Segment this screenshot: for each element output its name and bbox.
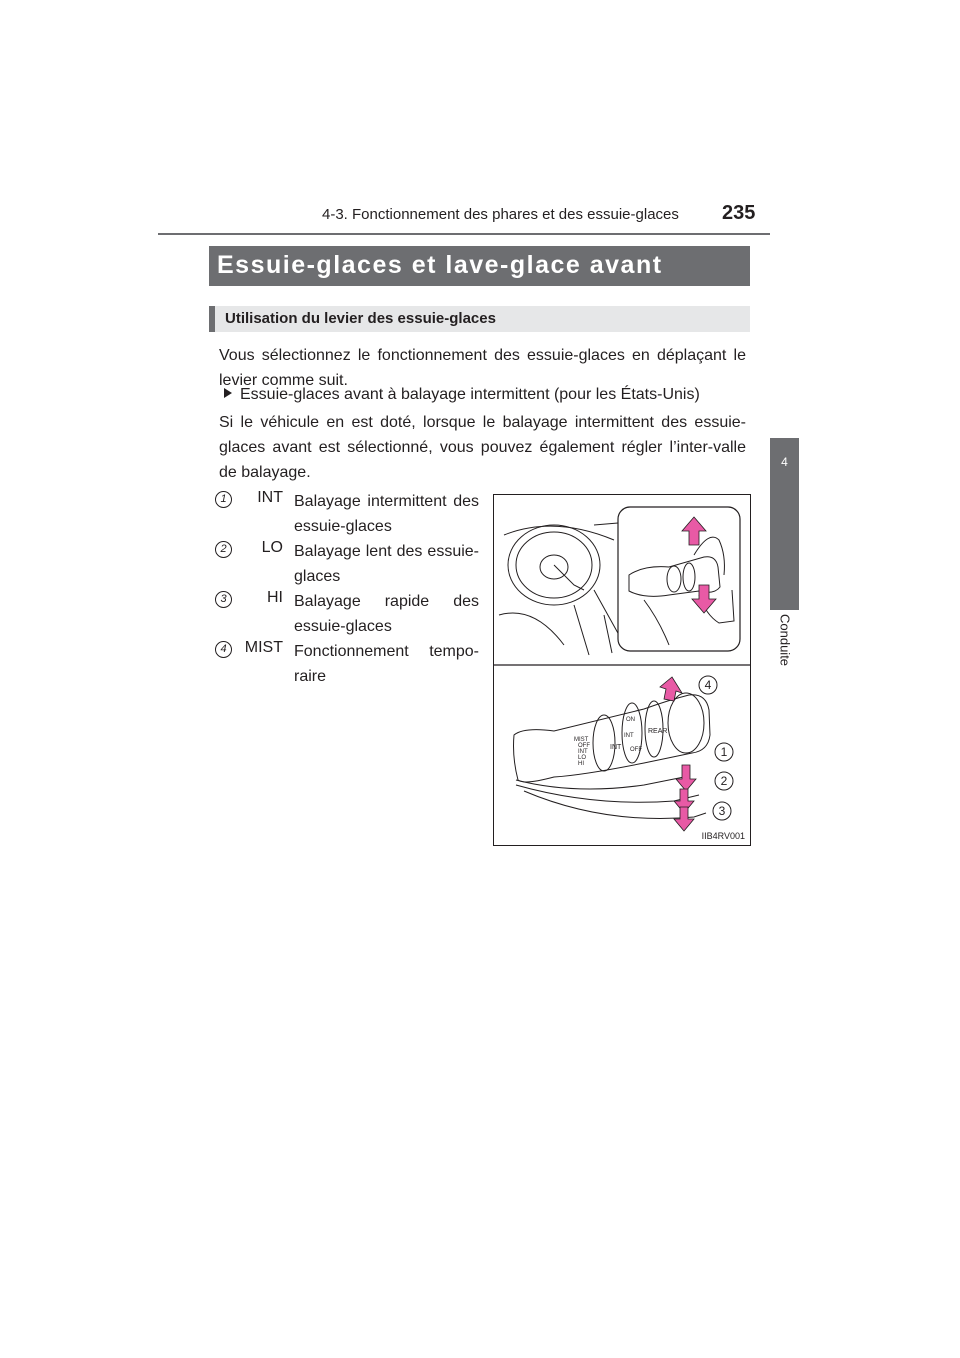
callout-number: 2 <box>720 774 728 788</box>
lever-label: OFF <box>578 743 590 749</box>
item-number: 3 <box>215 591 232 608</box>
item-code: LO <box>261 539 283 556</box>
wiper-mode-item <box>215 639 485 685</box>
item-code: INT <box>257 489 283 506</box>
hi-arrow-icon <box>674 807 694 831</box>
callout-number: 3 <box>718 804 726 818</box>
item-description: Fonctionnement tempo-raire <box>294 643 479 685</box>
item-code: MIST <box>244 639 283 656</box>
lever-label: LO <box>578 755 587 761</box>
item-description: Balayage intermittent des essuie-glaces <box>294 493 479 535</box>
bullet-text: Essuie-glaces avant à balayage intermittent (pour les États-Unis) <box>240 386 700 403</box>
lever-label: HI <box>578 761 584 767</box>
wiper-mode-item <box>215 539 485 585</box>
chapter-label <box>768 614 802 684</box>
lever-label: OFF <box>630 747 642 753</box>
item-number: 4 <box>215 641 232 658</box>
running-header: 4-3. Fonctionnement des phares et des essuie-glaces <box>322 206 679 223</box>
callout-number: 1 <box>720 745 728 759</box>
lever-label: INT <box>624 733 634 739</box>
subheading: Utilisation du levier des essuie-glaces <box>225 310 496 327</box>
illustration-drawing <box>494 495 750 845</box>
wiper-mode-item <box>215 589 485 635</box>
lever-label: ON <box>626 717 635 723</box>
section-title: Essuie-glaces et lave-glace avant <box>217 251 663 279</box>
lever-label: INT <box>610 744 622 751</box>
subheading-accent <box>209 306 215 332</box>
lever-label: REAR <box>648 728 668 735</box>
chapter-number: 4 <box>781 455 788 469</box>
section-title-bar <box>209 246 750 286</box>
item-number: 2 <box>215 541 232 558</box>
subheading-bar <box>209 306 750 332</box>
lever-label: MIST <box>574 737 589 743</box>
intro-paragraph: Vous sélectionnez le fonctionnement des essuie-glaces en déplaçant le levier comme suit. <box>219 347 746 389</box>
wiper-lever-illustration <box>493 494 751 846</box>
item-number: 1 <box>215 491 232 508</box>
bullet-item <box>224 386 700 404</box>
figure-code: IIB4RV001 <box>701 831 745 841</box>
header-divider <box>158 233 770 235</box>
lever-label: INT <box>578 749 588 755</box>
body-paragraph: Si le véhicule en est doté, lorsque le balayage intermittent des essuie-glaces avant est sélectionné, vous pouvez également régler l’inter-valle de balayage. <box>219 414 746 481</box>
item-description: Balayage lent des essuie-glaces <box>294 543 479 585</box>
item-code: HI <box>267 589 283 606</box>
item-description: Balayage rapide des essuie-glaces <box>294 593 479 635</box>
page-number: 235 <box>722 202 756 224</box>
callout-number: 4 <box>704 678 712 692</box>
chapter-label-text: Conduite <box>777 614 793 667</box>
triangle-bullet-icon <box>224 388 232 398</box>
wiper-mode-item <box>215 489 485 535</box>
